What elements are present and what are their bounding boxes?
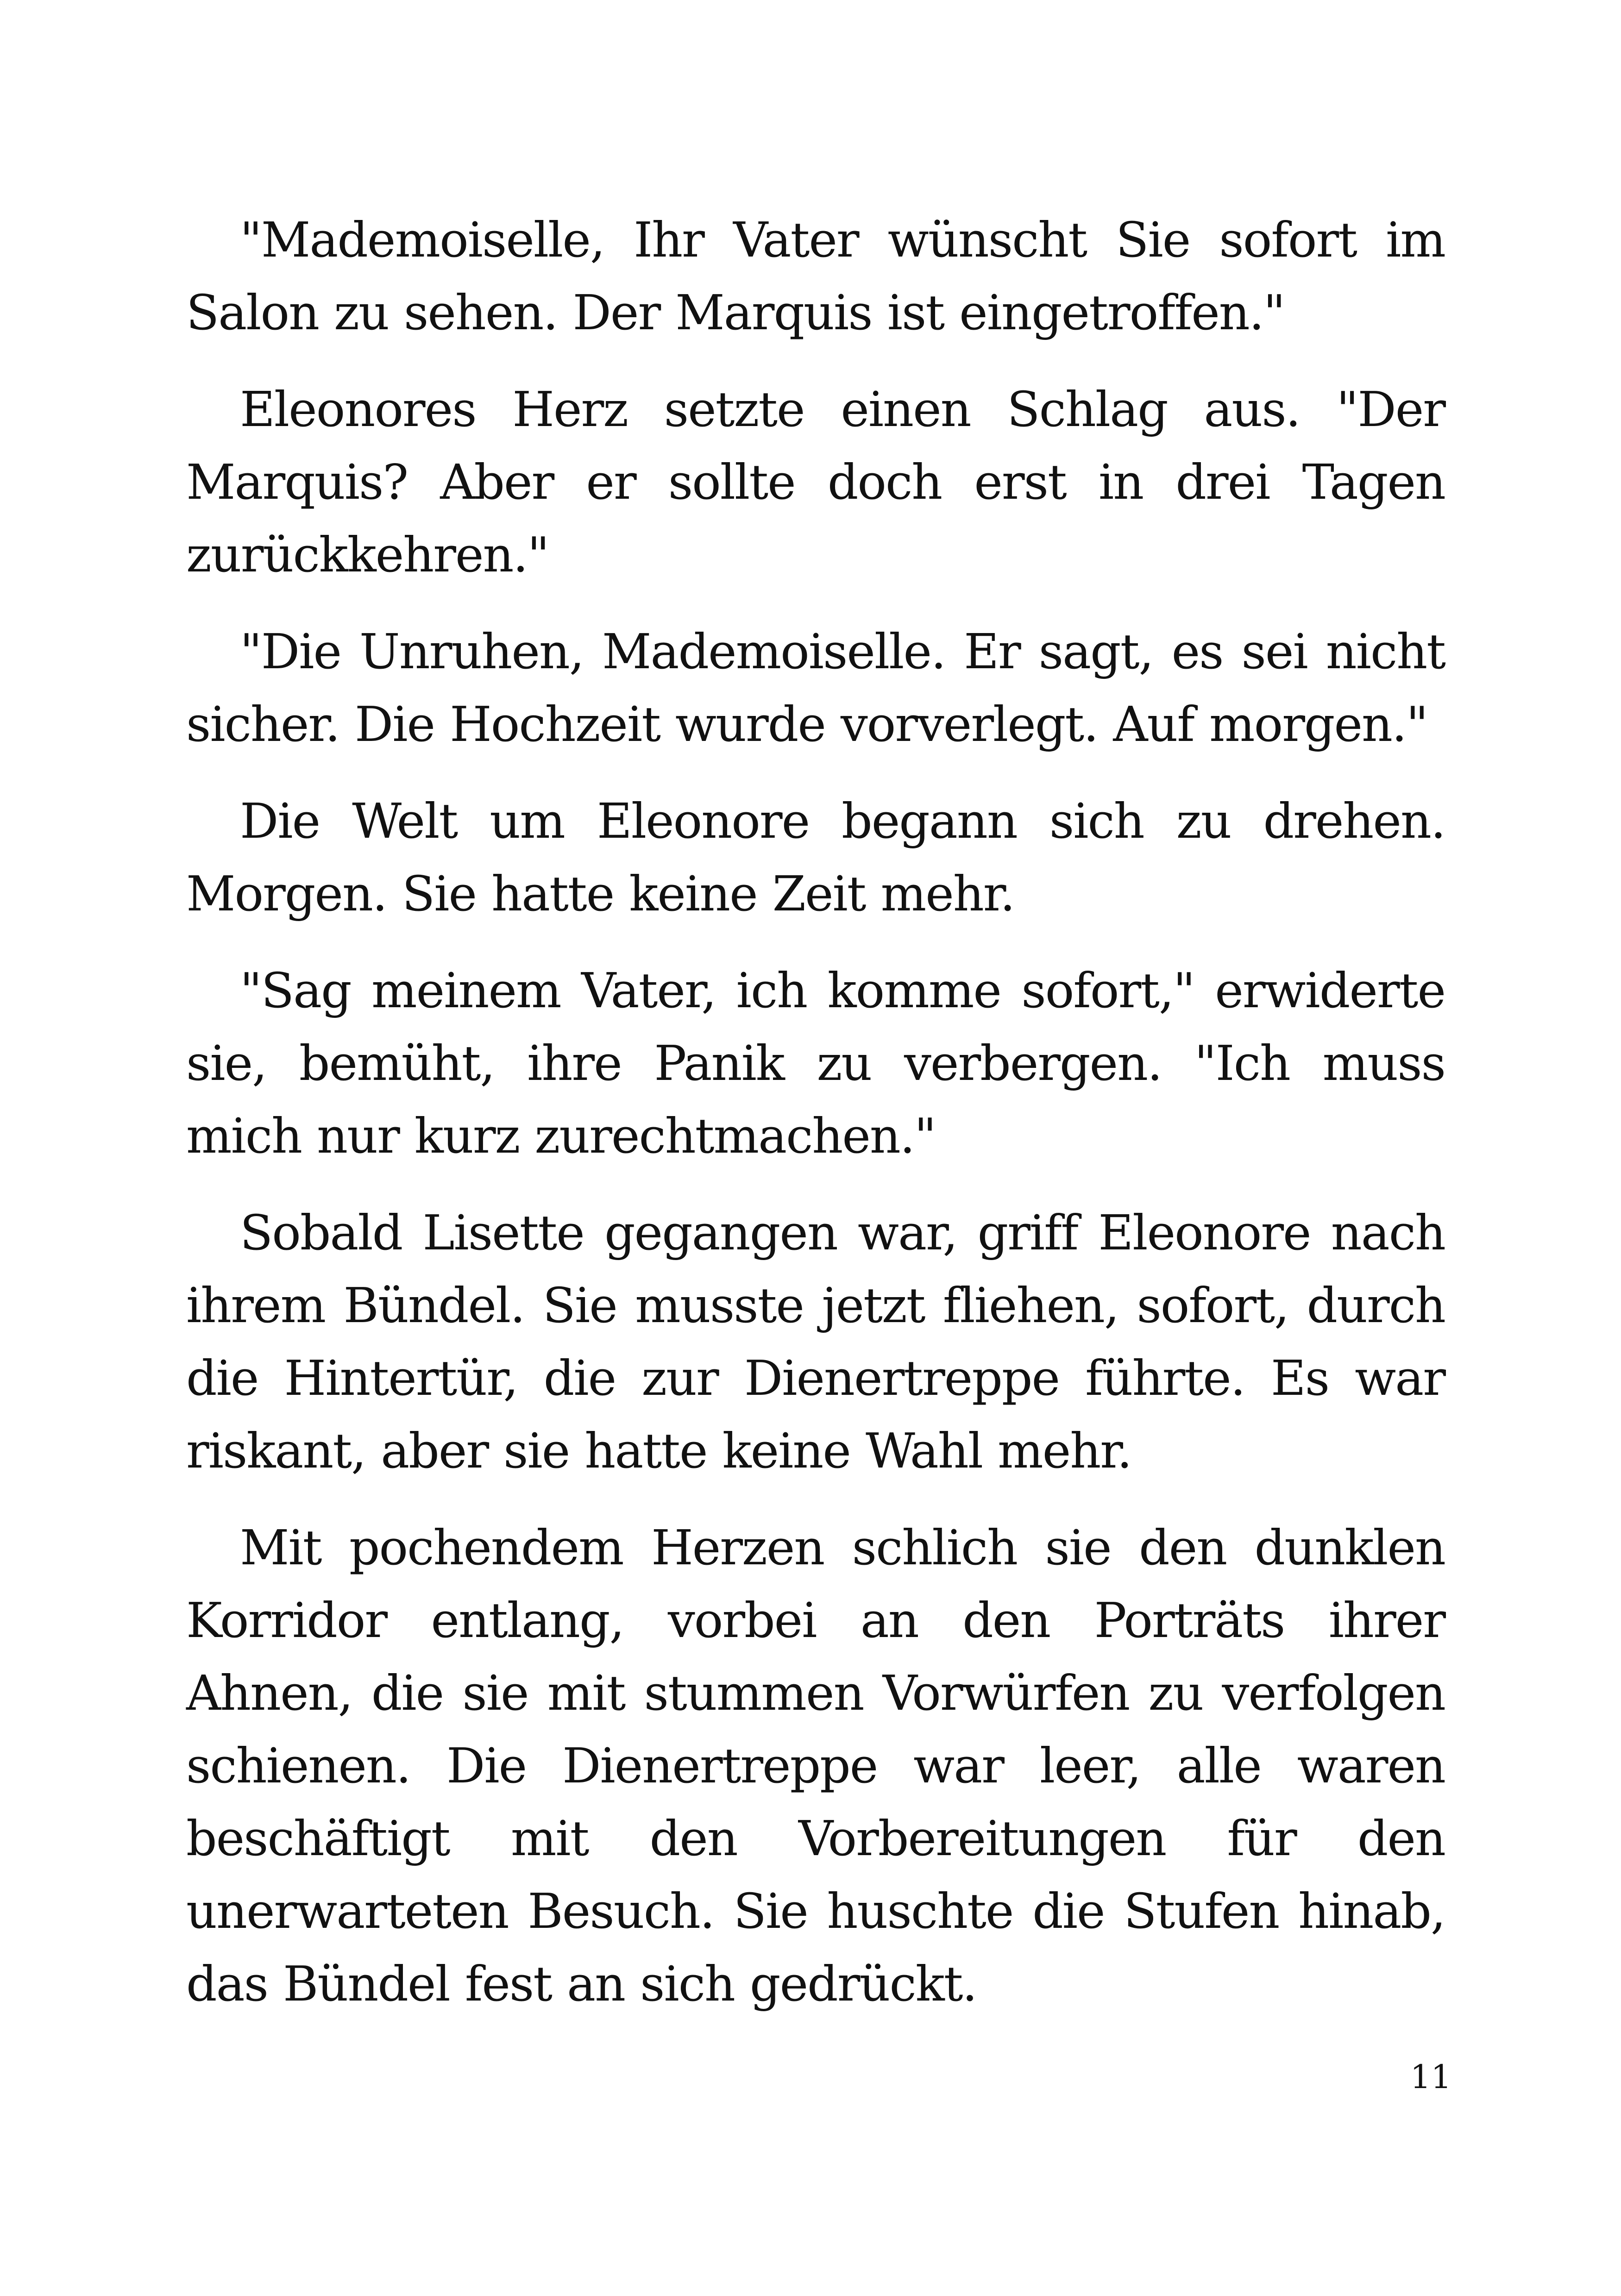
paragraph-1: "Mademoiselle, Ihr Vater wünscht Sie sofort im Salon zu sehen. Der Marquis ist eingetroffen." (186, 212, 1445, 341)
paragraph-4: Die Welt um Eleonore begann sich zu drehen. Morgen. Sie hatte keine Zeit mehr. (186, 793, 1445, 922)
paragraph-7: Mit pochendem Herzen schlich sie den dunklen Korridor entlang, vorbei an den Porträts ihrer Ahnen, die sie mit stummen Vorwürfen zu verfolgen schienen. Die Dienertreppe war leer, alle waren beschäftigt mit den Vorbereitungen für den unerwarteten Besuch. Sie huschte die Stufen hinab, das Bündel fest an sich gedrückt. (186, 1519, 1445, 2012)
paragraph-5: "Sag meinem Vater, ich komme sofort," erwiderte sie, bemüht, ihre Panik zu verbergen. "Ich muss mich nur kurz zurechtmachen." (186, 962, 1445, 1164)
page-number: 11 (1410, 2058, 1451, 2096)
paragraph-6: Sobald Lisette gegangen war, griff Eleonore nach ihrem Bündel. Sie musste jetzt fliehen, sofort, durch die Hintertür, die zur Dienertreppe führte. Es war riskant, aber sie hatte keine Wahl mehr. (186, 1204, 1445, 1479)
paragraph-2: Eleonores Herz setzte einen Schlag aus. "Der Marquis? Aber er sollte doch erst in drei Tagen zurückkehren." (186, 381, 1445, 583)
paragraph-3: "Die Unruhen, Mademoiselle. Er sagt, es sei nicht sicher. Die Hochzeit wurde vorverlegt. Auf morgen." (186, 623, 1445, 753)
page-text (186, 204, 1445, 2020)
